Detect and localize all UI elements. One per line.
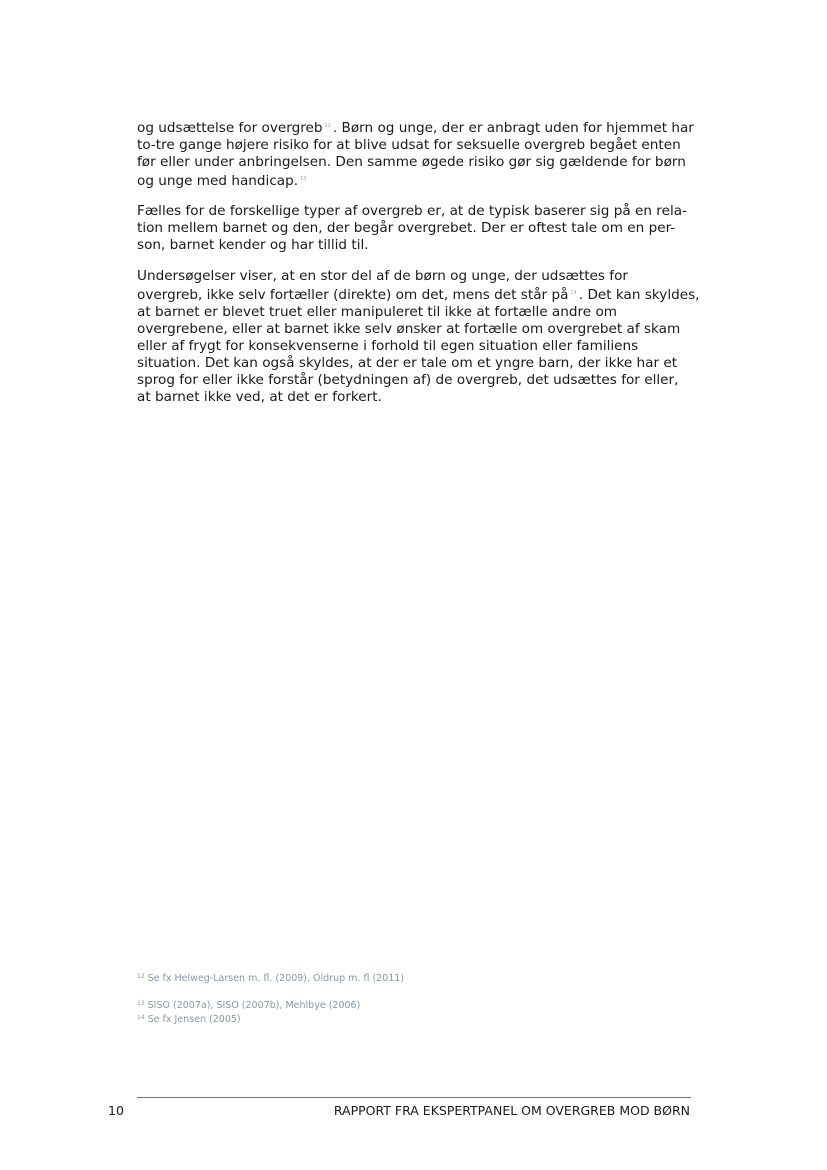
paragraph-line: overgrebene, eller at barnet ikke selv ønsker at fortælle om overgrebet af skam xyxy=(137,321,681,337)
footnote-number: 12 xyxy=(137,973,145,980)
footnote-ref[interactable]: 13 xyxy=(300,176,307,182)
footnote-12 xyxy=(137,971,404,985)
running-footer-title: RAPPORT FRA EKSPERTPANEL OM OVERGREB MOD BØRN xyxy=(333,1103,690,1118)
paragraph-2 xyxy=(137,203,693,254)
text-run: og unge med handicap. xyxy=(137,173,299,189)
paragraph-line: situation. Det kan også skyldes, at der er tale om et yngre barn, der ikke har et xyxy=(137,355,678,371)
footnote-14 xyxy=(137,1012,241,1026)
paragraph-3 xyxy=(137,268,700,406)
footnote-13 xyxy=(137,998,360,1012)
footnote-ref[interactable]: 12 xyxy=(324,123,331,129)
paragraph-line xyxy=(137,118,693,137)
paragraph-line: to-tre gange højere risiko for at blive udsat for seksuelle overgreb begået enten xyxy=(137,137,681,153)
text-run: overgreb, ikke selv fortæller (direkte) om det, mens det står på xyxy=(137,287,569,303)
paragraph-line xyxy=(137,171,693,190)
paragraph-1 xyxy=(137,118,693,190)
paragraph-line: tion mellem barnet og den, der begår overgrebet. Der er oftest tale om en per- xyxy=(137,220,676,236)
text-run: . Børn og unge, der er anbragt uden for hjemmet har xyxy=(332,120,694,136)
text-run: . Det kan skyldes, xyxy=(578,287,700,303)
paragraph-line: Fælles for de forskellige typer af overgreb er, at de typisk baserer sig på en rela- xyxy=(137,203,687,219)
footnote-number: 14 xyxy=(137,1014,145,1021)
footnote-text: SISO (2007a), SISO (2007b), Mehlbye (2006) xyxy=(147,1000,361,1011)
footer-divider xyxy=(137,1097,691,1098)
paragraph-line xyxy=(137,285,700,304)
paragraph-line: at barnet er blevet truet eller manipuleret til ikke at fortælle andre om xyxy=(137,304,618,320)
paragraph-line: før eller under anbringelsen. Den samme øgede risiko gør sig gældende for børn xyxy=(137,154,686,170)
page-number: 10 xyxy=(108,1103,124,1118)
footnote-text: Se fx Helweg-Larsen m. fl. (2009), Oldrup m. fl (2011) xyxy=(147,973,405,984)
footnote-text: Se fx Jensen (2005) xyxy=(147,1014,241,1025)
text-run: og udsættelse for overgreb xyxy=(137,120,323,136)
footnote-number: 13 xyxy=(137,1000,145,1007)
paragraph-line: son, barnet kender og har tillid til. xyxy=(137,237,369,253)
paragraph-line: sprog for eller ikke forstår (betydningen af) de overgreb, det udsættes for eller, xyxy=(137,372,679,388)
footnote-ref[interactable]: 14 xyxy=(570,290,577,296)
paragraph-line: at barnet ikke ved, at det er forkert. xyxy=(137,389,382,405)
paragraph-line: eller af frygt for konsekvenserne i forhold til egen situation eller familiens xyxy=(137,338,639,354)
paragraph-line: Undersøgelser viser, at en stor del af de børn og unge, der udsættes for xyxy=(137,268,628,284)
